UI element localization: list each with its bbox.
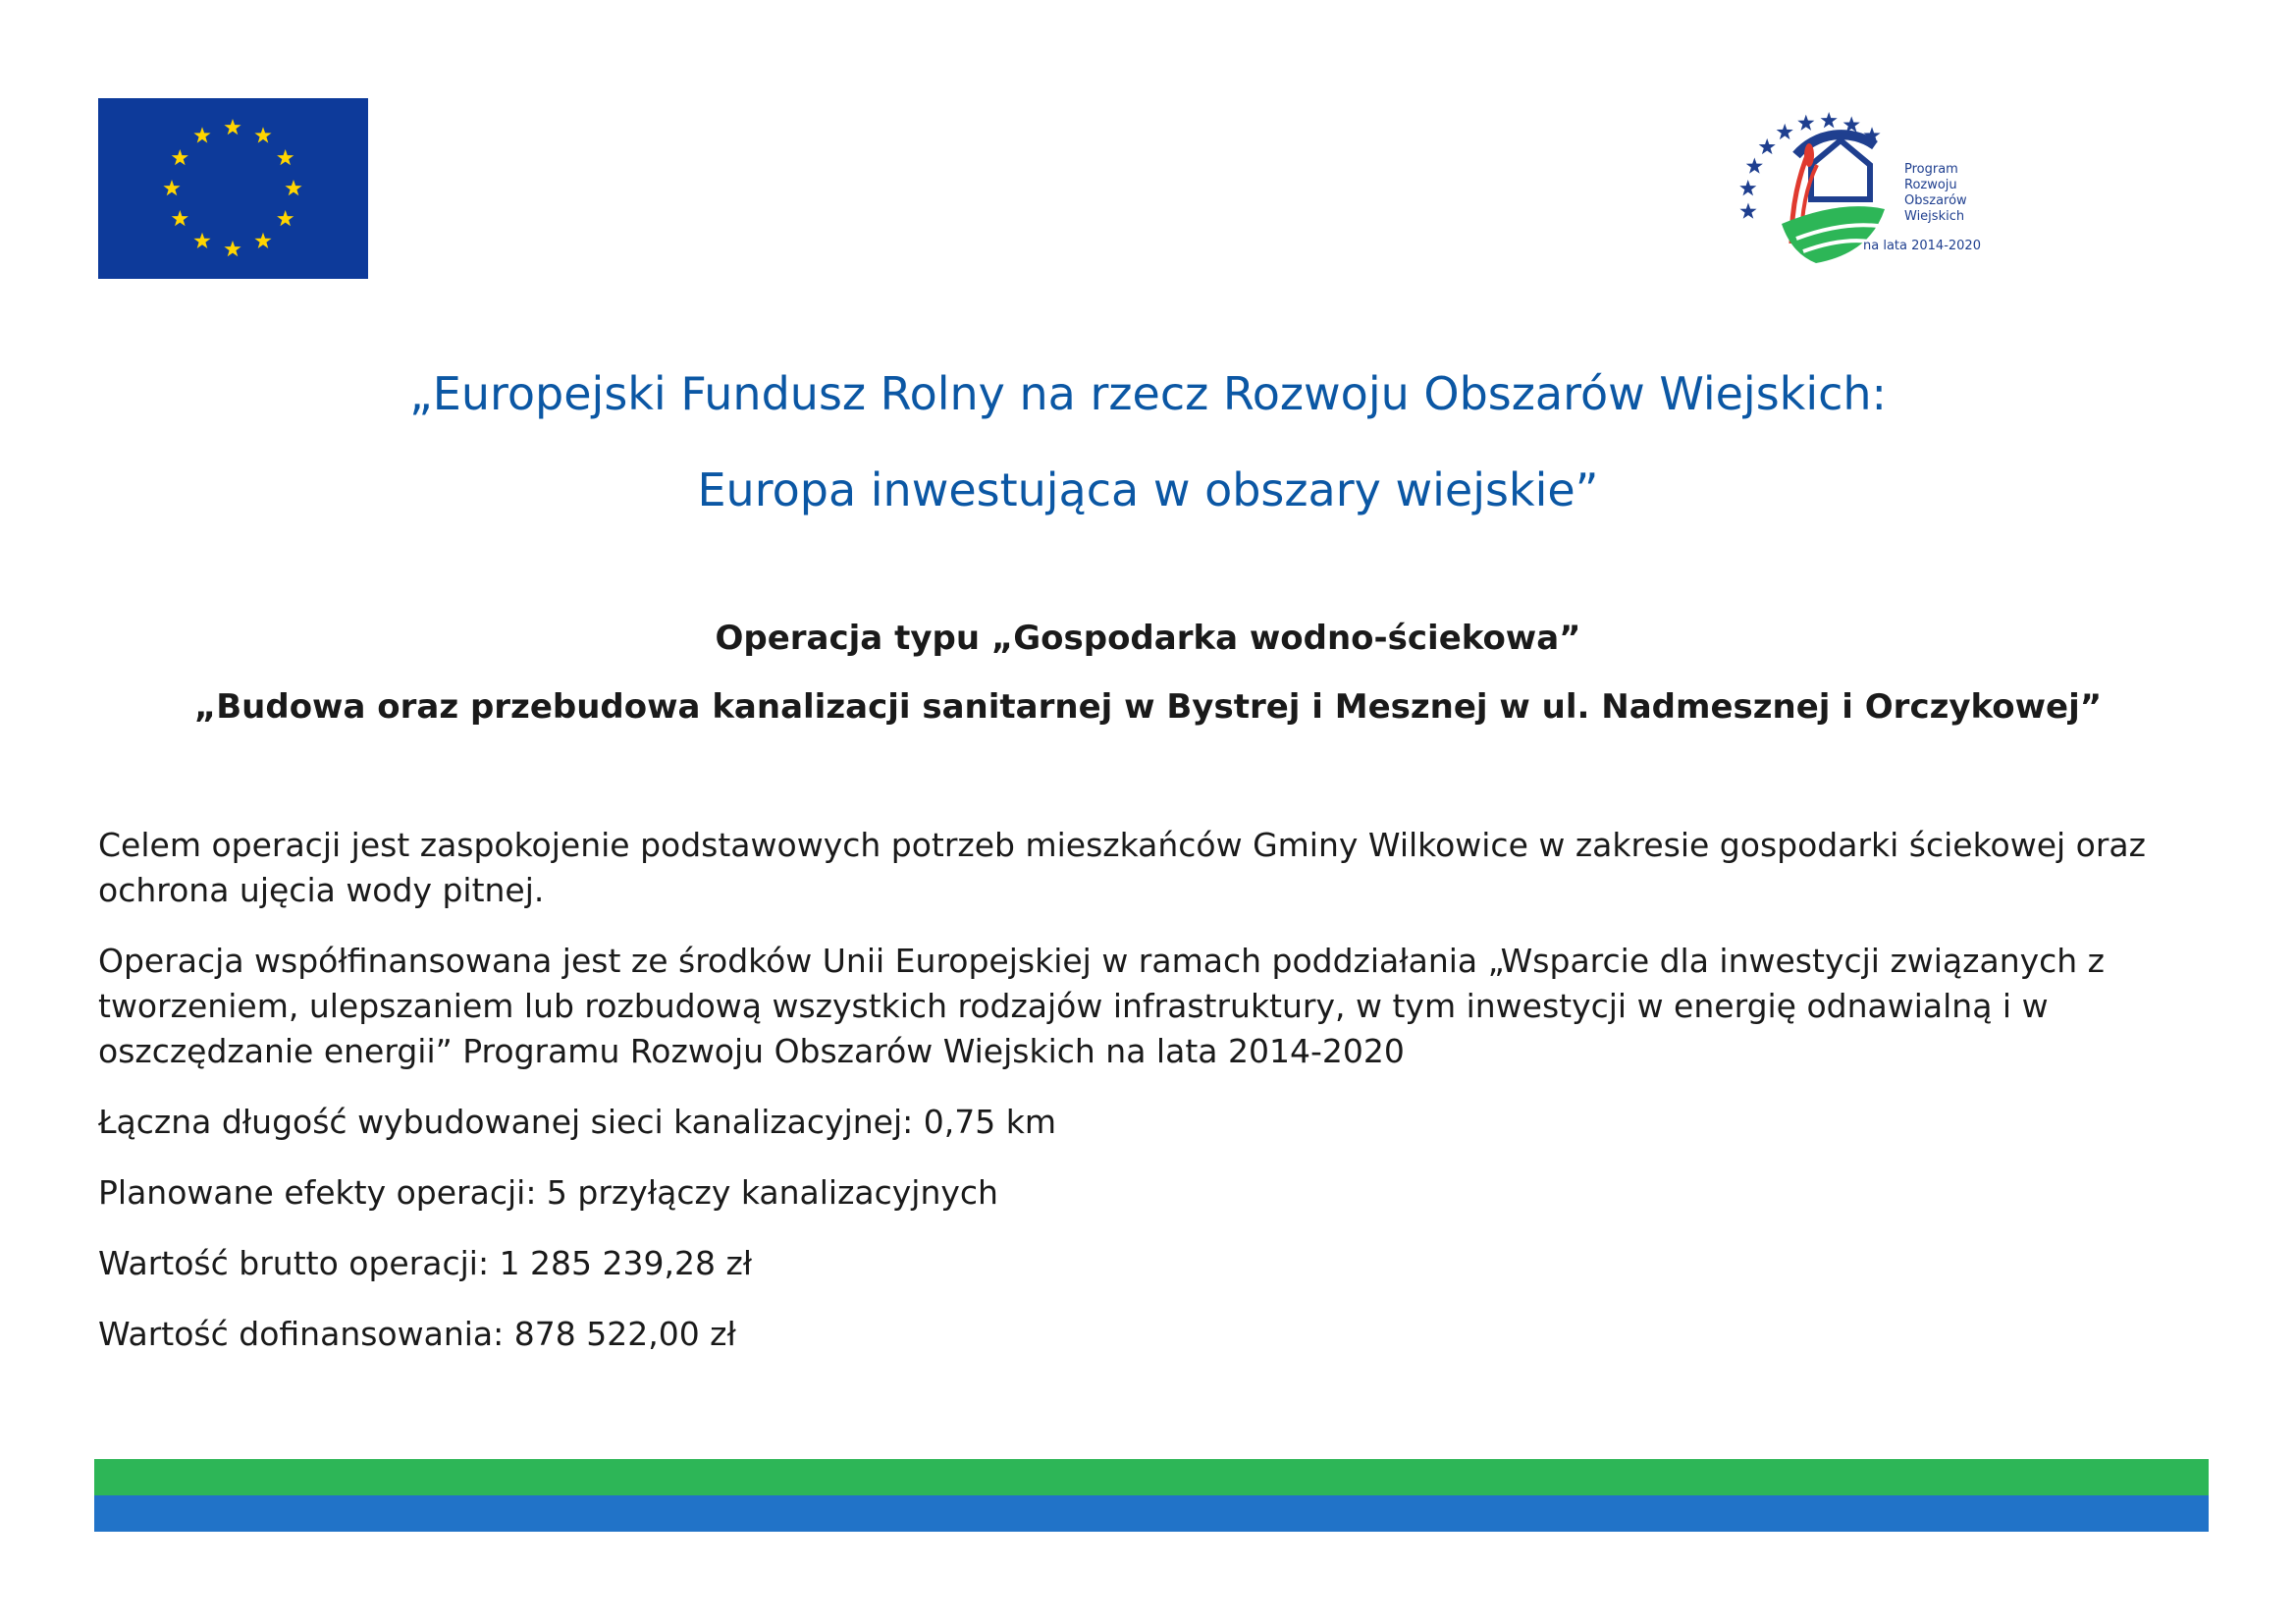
eu-star-icon (277, 210, 294, 226)
prow-star-icon (1739, 180, 1756, 195)
eu-flag-icon (98, 98, 368, 279)
prow-line-2: Rozwoju (1904, 178, 1957, 192)
cofinancing-value: Wartość dofinansowania: 878 522,00 zł (98, 1315, 736, 1353)
eu-star-icon (163, 180, 180, 195)
prow-star-icon (1739, 203, 1756, 219)
funding-paragraph: Operacja współfinansowana jest ze środków Unii Europejskiej w ramach poddziałania „Wsparcie dla inwestycji związanych z tworzeniem, ulepszaniem lub rozbudową wszystkich rodzajów infrastruktury, w tym inwestycji w energię odnawialną i w oszczędzanie energii” Programu Rozwoju Obszarów Wiejskich na lata 2014-2020 (98, 942, 2106, 1070)
eu-star-icon (285, 180, 301, 195)
eu-star-icon (193, 233, 210, 248)
prow-star-icon (1759, 138, 1776, 154)
eu-star-icon (254, 233, 271, 248)
eu-star-icon (224, 119, 240, 135)
network-length: Łączna długość wybudowanej sieci kanalizacyjnej: 0,75 km (98, 1103, 1056, 1141)
eu-star-icon (277, 149, 294, 165)
body-text (98, 823, 2209, 1382)
title-line-1: „Europejski Fundusz Rolny na rzecz Rozwoju Obszarów Wiejskich: (408, 367, 1888, 420)
prow-star-icon (1746, 158, 1763, 174)
prow-name (1904, 162, 1967, 225)
gross-value: Wartość brutto operacji: 1 285 239,28 zł (98, 1244, 753, 1282)
eu-star-icon (254, 127, 271, 142)
prow-line-1: Program (1904, 162, 1958, 177)
prow-star-icon (1797, 115, 1814, 131)
goal-paragraph: Celem operacji jest zaspokojenie podstawowych potrzeb mieszkańców Gminy Wilkowice w zakresie gospodarki ściekowej oraz ochrona ujęcia wody pitnej. (98, 826, 2146, 909)
planned-effects: Planowane efekty operacji: 5 przyłączy kanalizacyjnych (98, 1173, 998, 1212)
footer-bar-blue (94, 1495, 2209, 1532)
footer-bar-green (94, 1459, 2209, 1495)
eu-flag-logo (98, 98, 368, 279)
prow-line-3: Obszarów (1904, 193, 1967, 208)
prow-years: na lata 2014-2020 (1863, 239, 1981, 253)
eu-star-icon (224, 241, 240, 256)
prow-star-icon (1821, 112, 1838, 128)
eu-star-icon (193, 127, 210, 142)
prow-line-4: Wiejskich (1904, 209, 1965, 224)
page-title (0, 346, 2296, 538)
operation-type: Operacja typu „Gospodarka wodno-ściekowa” (715, 619, 1581, 658)
eu-star-icon (172, 149, 188, 165)
operation-name: „Budowa oraz przebudowa kanalizacji sanitarnej w Bystrej i Mesznej w ul. Nadmesznej i Orczykowej” (193, 687, 2103, 727)
prow-star-icon (1777, 124, 1793, 139)
title-line-2: Europa inwestująca w obszary wiejskie” (697, 463, 1599, 516)
eu-star-icon (172, 210, 188, 226)
